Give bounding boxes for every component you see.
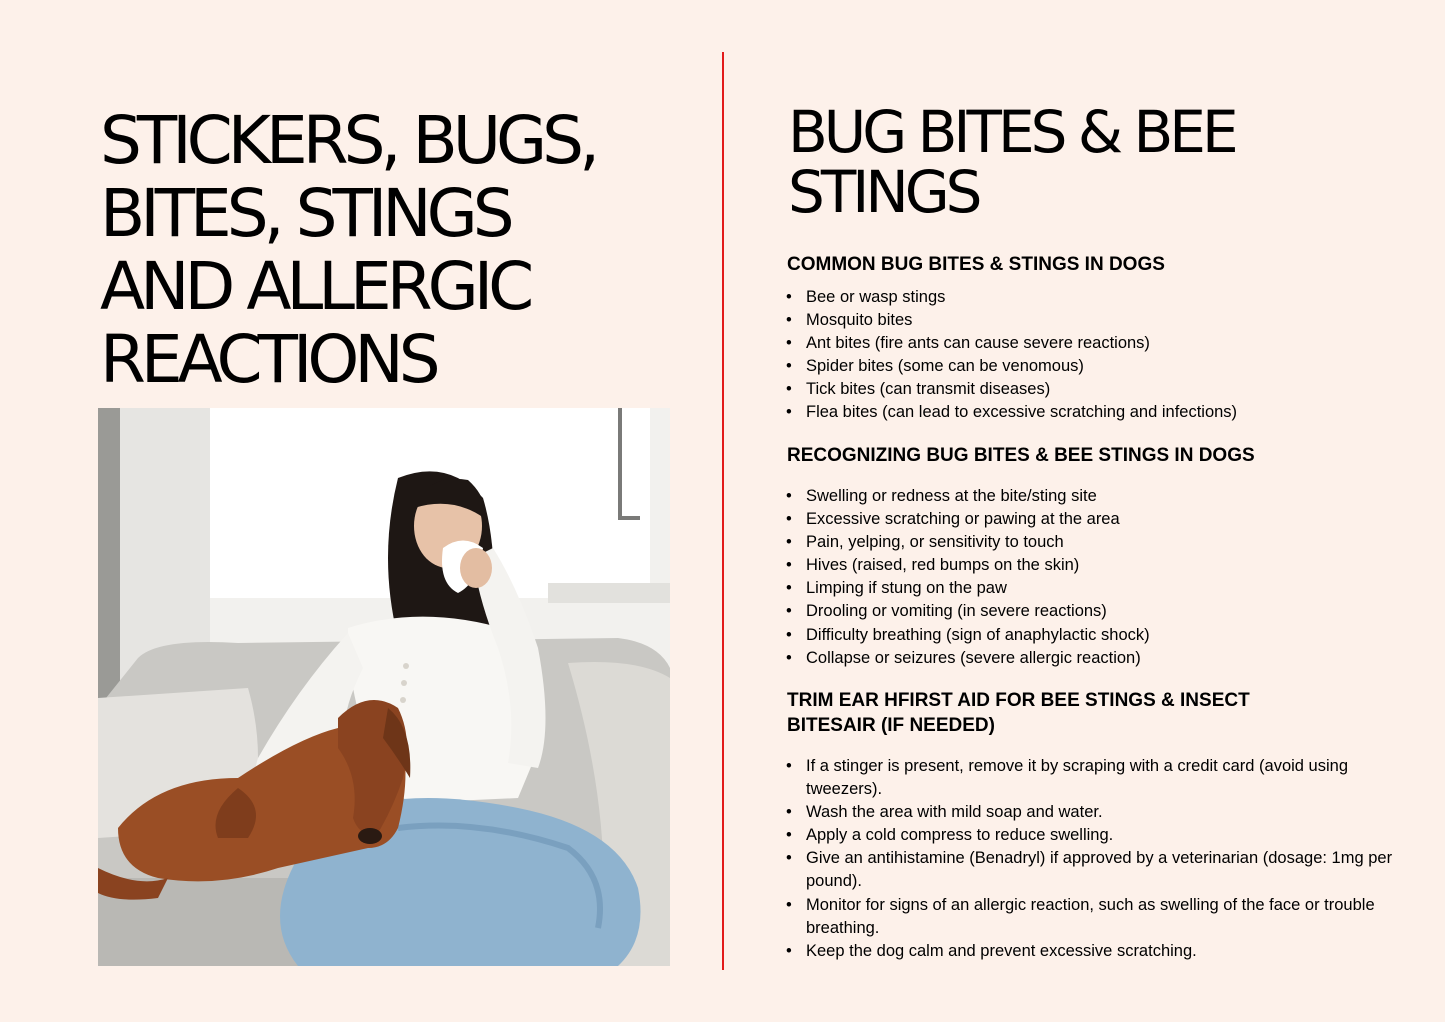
list-item: • Give an antihistamine (Benadryl) if approved by a veterinarian (dosage: 1mg per pound). (786, 847, 1426, 893)
title-line: REACTIONS (100, 321, 436, 398)
list-item: • Excessive scratching or pawing at the area (786, 508, 1426, 531)
recognizing-bites-heading: RECOGNIZING BUG BITES & BEE STINGS IN DOGS (787, 445, 1255, 466)
title-line: STICKERS, BUGS, (100, 102, 596, 179)
list-item: • If a stinger is present, remove it by scraping with a credit card (avoid using tweezers). (786, 755, 1426, 801)
list-item: • Flea bites (can lead to excessive scratching and infections) (786, 401, 1426, 424)
list-item: • Ant bites (fire ants can cause severe reactions) (786, 332, 1426, 355)
list-item: • Wash the area with mild soap and water. (786, 801, 1426, 824)
list-item: • Hives (raised, red bumps on the skin) (786, 554, 1426, 577)
list-item: • Drooling or vomiting (in severe reactions) (786, 600, 1426, 623)
section-title (788, 98, 1235, 226)
common-bites-heading: COMMON BUG BITES & STINGS IN DOGS (787, 254, 1165, 275)
page-title (100, 104, 700, 396)
list-item: • Limping if stung on the paw (786, 577, 1426, 600)
list-item: • Apply a cold compress to reduce swelling. (786, 824, 1426, 847)
recognizing-bites-list (786, 485, 1426, 670)
list-item: • Spider bites (some can be venomous) (786, 355, 1426, 378)
common-bites-list (786, 286, 1426, 425)
woman-with-dog-photo (98, 408, 670, 966)
list-item: • Keep the dog calm and prevent excessive scratching. (786, 940, 1426, 963)
title-line: BITES, STINGS (100, 175, 510, 252)
list-item: • Bee or wasp stings (786, 286, 1426, 309)
first-aid-list (786, 755, 1426, 963)
first-aid-heading (787, 688, 1347, 738)
list-item: • Monitor for signs of an allergic reaction, such as swelling of the face or trouble breathing. (786, 894, 1426, 940)
section-title-line: STINGS (788, 158, 979, 226)
title-line: AND ALLERGIC (100, 248, 530, 325)
photo-illustration-icon (98, 408, 670, 966)
list-item: • Mosquito bites (786, 309, 1426, 332)
list-item: • Collapse or seizures (severe allergic reaction) (786, 647, 1426, 670)
list-item: • Swelling or redness at the bite/sting site (786, 485, 1426, 508)
heading-line: TRIM EAR HFIRST AID FOR BEE STINGS & INSECT (787, 690, 1250, 711)
section-title-line: BUG BITES & BEE (788, 98, 1235, 166)
vertical-divider (722, 52, 724, 970)
list-item: • Pain, yelping, or sensitivity to touch (786, 531, 1426, 554)
heading-line: BITESAIR (IF NEEDED) (787, 715, 995, 736)
list-item: • Difficulty breathing (sign of anaphylactic shock) (786, 624, 1426, 647)
list-item: • Tick bites (can transmit diseases) (786, 378, 1426, 401)
